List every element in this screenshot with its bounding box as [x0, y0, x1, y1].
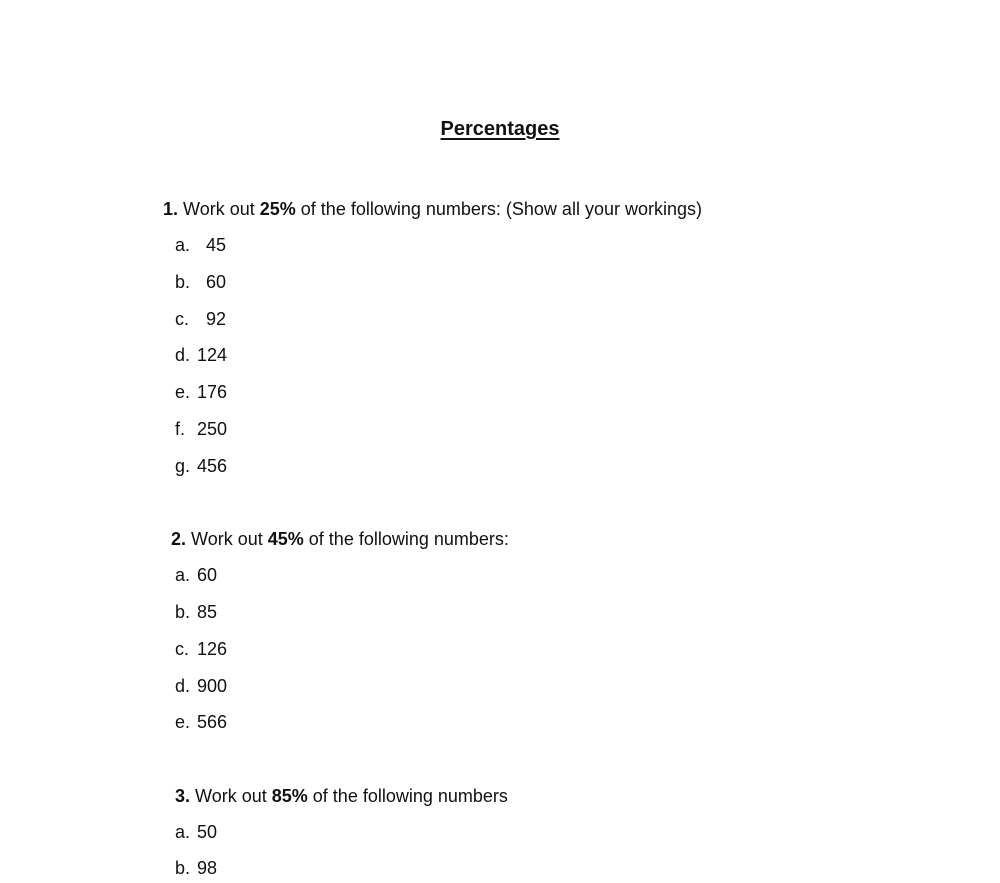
list-item [175, 564, 217, 586]
question-1 [163, 198, 702, 220]
list-item [175, 344, 227, 366]
question-2 [171, 528, 509, 550]
list-item [175, 711, 227, 733]
question-percent: 25% [259, 199, 296, 219]
item-letter: d. [175, 345, 191, 365]
item-value: 60 [206, 272, 227, 292]
item-value: 85 [197, 602, 218, 622]
item-letter: d. [175, 676, 191, 696]
item-value: 456 [197, 456, 228, 476]
item-value: 60 [197, 565, 218, 585]
item-value: 900 [197, 676, 228, 696]
list-item [175, 601, 217, 623]
list-item [175, 857, 217, 879]
item-letter: g. [175, 456, 191, 476]
item-value: 124 [197, 345, 228, 365]
item-letter: b. [175, 272, 191, 292]
question-number: 3. [175, 786, 191, 806]
item-value: 566 [197, 712, 228, 732]
question-number: 2. [171, 529, 187, 549]
question-prefix: Work out [195, 786, 267, 806]
item-letter: a. [175, 235, 191, 255]
list-item [175, 271, 226, 293]
item-value: 45 [206, 235, 227, 255]
item-value: 98 [197, 858, 218, 878]
list-item [175, 381, 227, 403]
list-item [175, 418, 227, 440]
list-item [175, 455, 227, 477]
question-suffix: of the following numbers: [308, 529, 509, 549]
item-letter: c. [175, 639, 190, 659]
list-item [175, 821, 217, 843]
item-letter: e. [175, 712, 191, 732]
list-item [175, 675, 227, 697]
question-3 [175, 785, 508, 807]
list-item [175, 308, 226, 330]
question-number: 1. [163, 199, 179, 219]
list-item [175, 638, 227, 660]
page-title: Percentages [440, 118, 560, 140]
item-value: 126 [197, 639, 228, 659]
item-letter: b. [175, 602, 191, 622]
item-letter: c. [175, 309, 190, 329]
item-letter: a. [175, 565, 191, 585]
question-suffix: of the following numbers: (Show all your workings) [300, 199, 702, 219]
item-letter: a. [175, 822, 191, 842]
question-suffix: of the following numbers [312, 786, 508, 806]
item-value: 176 [197, 382, 228, 402]
item-letter: b. [175, 858, 191, 878]
question-percent: 85% [271, 786, 308, 806]
question-prefix: Work out [191, 529, 263, 549]
item-value: 250 [197, 419, 228, 439]
list-item [175, 234, 226, 256]
question-percent: 45% [267, 529, 304, 549]
item-letter: e. [175, 382, 191, 402]
question-prefix: Work out [183, 199, 255, 219]
item-letter: f. [175, 419, 186, 439]
item-value: 92 [206, 309, 227, 329]
item-value: 50 [197, 822, 218, 842]
